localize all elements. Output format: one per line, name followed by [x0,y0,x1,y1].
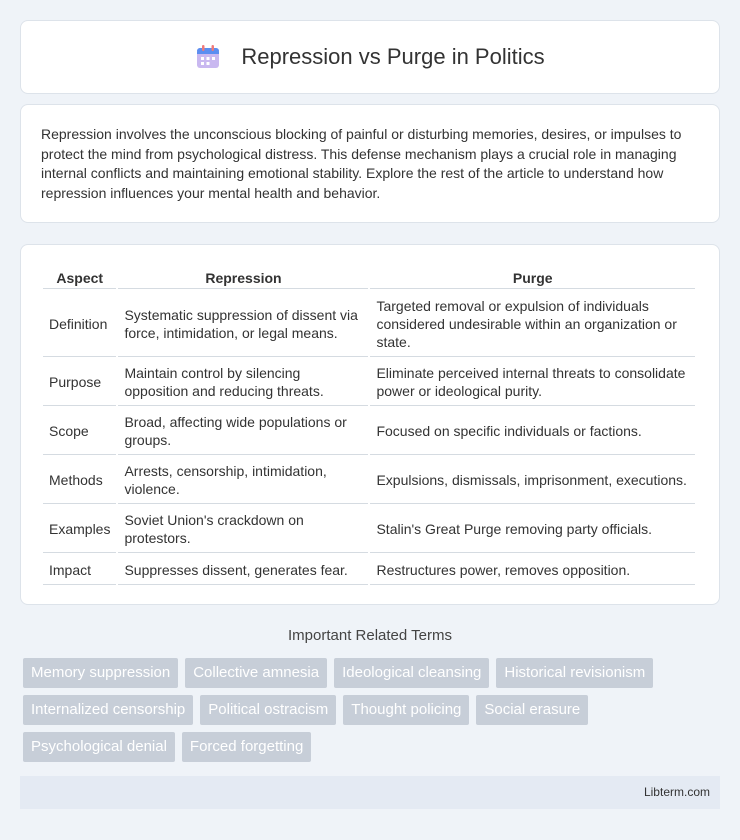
cell-purge: Targeted removal or expulsion of individuals considered undesirable within an organization or state. [370,291,695,357]
term-tag[interactable]: Internalized censorship [23,695,193,725]
term-tag[interactable]: Thought policing [343,695,469,725]
cell-repression: Broad, affecting wide populations or groups. [118,408,368,455]
header-aspect: Aspect [43,267,116,289]
term-tag[interactable]: Political ostracism [200,695,336,725]
table-row [43,457,695,504]
comparison-table [41,265,697,587]
term-tag[interactable]: Historical revisionism [496,658,653,688]
cell-repression: Arrests, censorship, intimidation, violence. [118,457,368,504]
cell-purge: Focused on specific individuals or factions. [370,408,695,455]
table-row [43,291,695,357]
footer-site-link[interactable]: Libterm.com [643,785,710,799]
cell-purge: Eliminate perceived internal threats to consolidate power or ideological purity. [370,359,695,406]
footer [20,776,720,809]
page-title: Repression vs Purge in Politics [241,44,545,69]
cell-aspect: Examples [43,506,116,553]
header-repression: Repression [118,267,368,289]
cell-purge: Restructures power, removes opposition. [370,555,695,585]
cell-aspect: Scope [43,408,116,455]
term-tag[interactable]: Social erasure [476,695,588,725]
term-tag[interactable]: Forced forgetting [182,732,311,762]
calendar-icon [195,44,221,70]
cell-aspect: Impact [43,555,116,585]
cell-purge: Expulsions, dismissals, imprisonment, executions. [370,457,695,504]
cell-repression: Maintain control by silencing opposition and reducing threats. [118,359,368,406]
term-tag[interactable]: Psychological denial [23,732,175,762]
term-tag[interactable]: Collective amnesia [185,658,327,688]
related-terms-title: Important Related Terms [288,627,452,644]
header-purge: Purge [370,267,695,289]
table-row [43,408,695,455]
table-row [43,506,695,553]
table-header-row [43,267,695,289]
cell-repression: Soviet Union's crackdown on protestors. [118,506,368,553]
table-row [43,359,695,406]
term-tag[interactable]: Memory suppression [23,658,178,688]
cell-repression: Suppresses dissent, generates fear. [118,555,368,585]
cell-aspect: Purpose [43,359,116,406]
term-tag[interactable]: Ideological cleansing [334,658,489,688]
cell-aspect: Definition [43,291,116,357]
intro-card [20,104,720,223]
cell-purge: Stalin's Great Purge removing party officials. [370,506,695,553]
table-row [43,555,695,585]
related-terms-list [23,658,723,762]
intro-text: Repression involves the unconscious blocking of painful or disturbing memories, desires, or impulses to protect the mind from psychological distress. This defense mechanism plays a crucial role in managing internal conflicts and maintaining emotional stability. Explore the rest of the article to understand how repression influences your mental health and behavior. [41,126,682,201]
comparison-card [20,244,720,605]
cell-repression: Systematic suppression of dissent via force, intimidation, or legal means. [118,291,368,357]
header-card [20,20,720,94]
cell-aspect: Methods [43,457,116,504]
